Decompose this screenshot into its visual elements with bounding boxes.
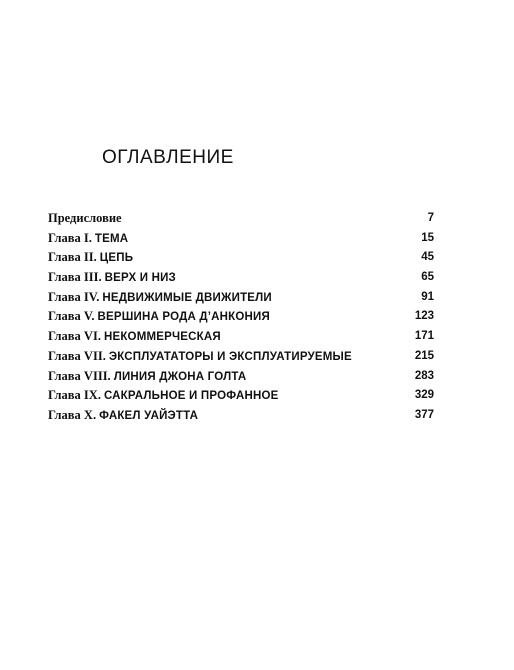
toc-entry-page: 65 xyxy=(421,271,434,284)
toc-entry-name: НЕДВИЖИМЫЕ ДВИЖИТЕЛИ xyxy=(102,291,272,304)
toc-list xyxy=(48,209,434,426)
toc-entry-prefix: Глава III. xyxy=(48,270,102,285)
toc-entry xyxy=(48,406,434,426)
toc-entry-name: САКРАЛЬНОЕ И ПРОФАННОЕ xyxy=(103,390,279,403)
toc-entry-label xyxy=(48,248,133,269)
toc-entry-page: 171 xyxy=(414,330,434,343)
toc-entry xyxy=(48,386,434,406)
toc-entry-name: ЭКСПЛУАТАТОРЫ И ЭКСПЛУАТИРУЕМЫЕ xyxy=(108,350,352,363)
toc-entry-prefix: Глава X. xyxy=(48,407,97,422)
toc-entry-prefix: Глава I. xyxy=(48,230,92,245)
toc-entry-label xyxy=(48,406,198,427)
toc-entry xyxy=(48,209,434,229)
toc-entry-page: 91 xyxy=(421,290,434,303)
toc-entry xyxy=(48,347,434,367)
toc-entry-name: ВЕРХ И НИЗ xyxy=(104,272,176,285)
toc-entry-page: 7 xyxy=(427,212,434,224)
toc-entry-prefix: Предисловие xyxy=(48,211,122,225)
toc-entry-prefix: Глава VI. xyxy=(48,329,101,344)
toc-entry-page: 283 xyxy=(414,369,434,382)
toc-entry xyxy=(48,367,434,387)
toc-entry-prefix: Глава VIII. xyxy=(48,368,111,383)
toc-entry-label xyxy=(48,367,246,388)
toc-entry-label xyxy=(48,209,122,229)
toc-entry-page: 15 xyxy=(421,231,434,244)
toc-entry-name: ЦЕПЬ xyxy=(99,252,134,265)
toc-entry xyxy=(48,327,434,347)
toc-entry xyxy=(48,288,434,308)
toc-entry-name: ВЕРШИНА РОДА Д’АНКОНИЯ xyxy=(97,311,270,324)
toc-entry-label xyxy=(48,307,270,328)
toc-entry-prefix: Глава VII. xyxy=(48,348,106,363)
toc-entry-page: 45 xyxy=(421,251,434,264)
toc-entry xyxy=(48,248,434,268)
toc-entry-name: ФАКЕЛ УАЙЭТТА xyxy=(99,409,199,422)
toc-entry xyxy=(48,229,434,249)
toc-entry-name: НЕКОММЕРЧЕСКАЯ xyxy=(103,331,221,344)
toc-entry-page: 329 xyxy=(414,389,434,402)
toc-entry-prefix: Глава IV. xyxy=(48,289,100,304)
toc-entry-label xyxy=(48,229,128,250)
toc-entry-name: ТЕМА xyxy=(94,232,129,245)
toc-entry-label xyxy=(48,268,176,289)
toc-entry-prefix: Глава V. xyxy=(48,309,95,324)
toc-entry xyxy=(48,307,434,327)
toc-entry-page: 123 xyxy=(414,310,434,323)
toc-entry-prefix: Глава IX. xyxy=(48,388,101,403)
toc-entry-label xyxy=(48,347,352,368)
toc-entry-label xyxy=(48,386,279,407)
toc-entry-page: 377 xyxy=(414,408,434,421)
toc-entry xyxy=(48,268,434,288)
toc-title: ОГЛАВЛЕНИЕ xyxy=(102,147,234,168)
toc-entry-name: ЛИНИЯ ДЖОНА ГОЛТА xyxy=(113,370,247,383)
toc-entry-label xyxy=(48,288,272,309)
toc-entry-label xyxy=(48,327,221,348)
toc-entry-prefix: Глава II. xyxy=(48,250,97,265)
toc-entry-page: 215 xyxy=(414,349,434,362)
